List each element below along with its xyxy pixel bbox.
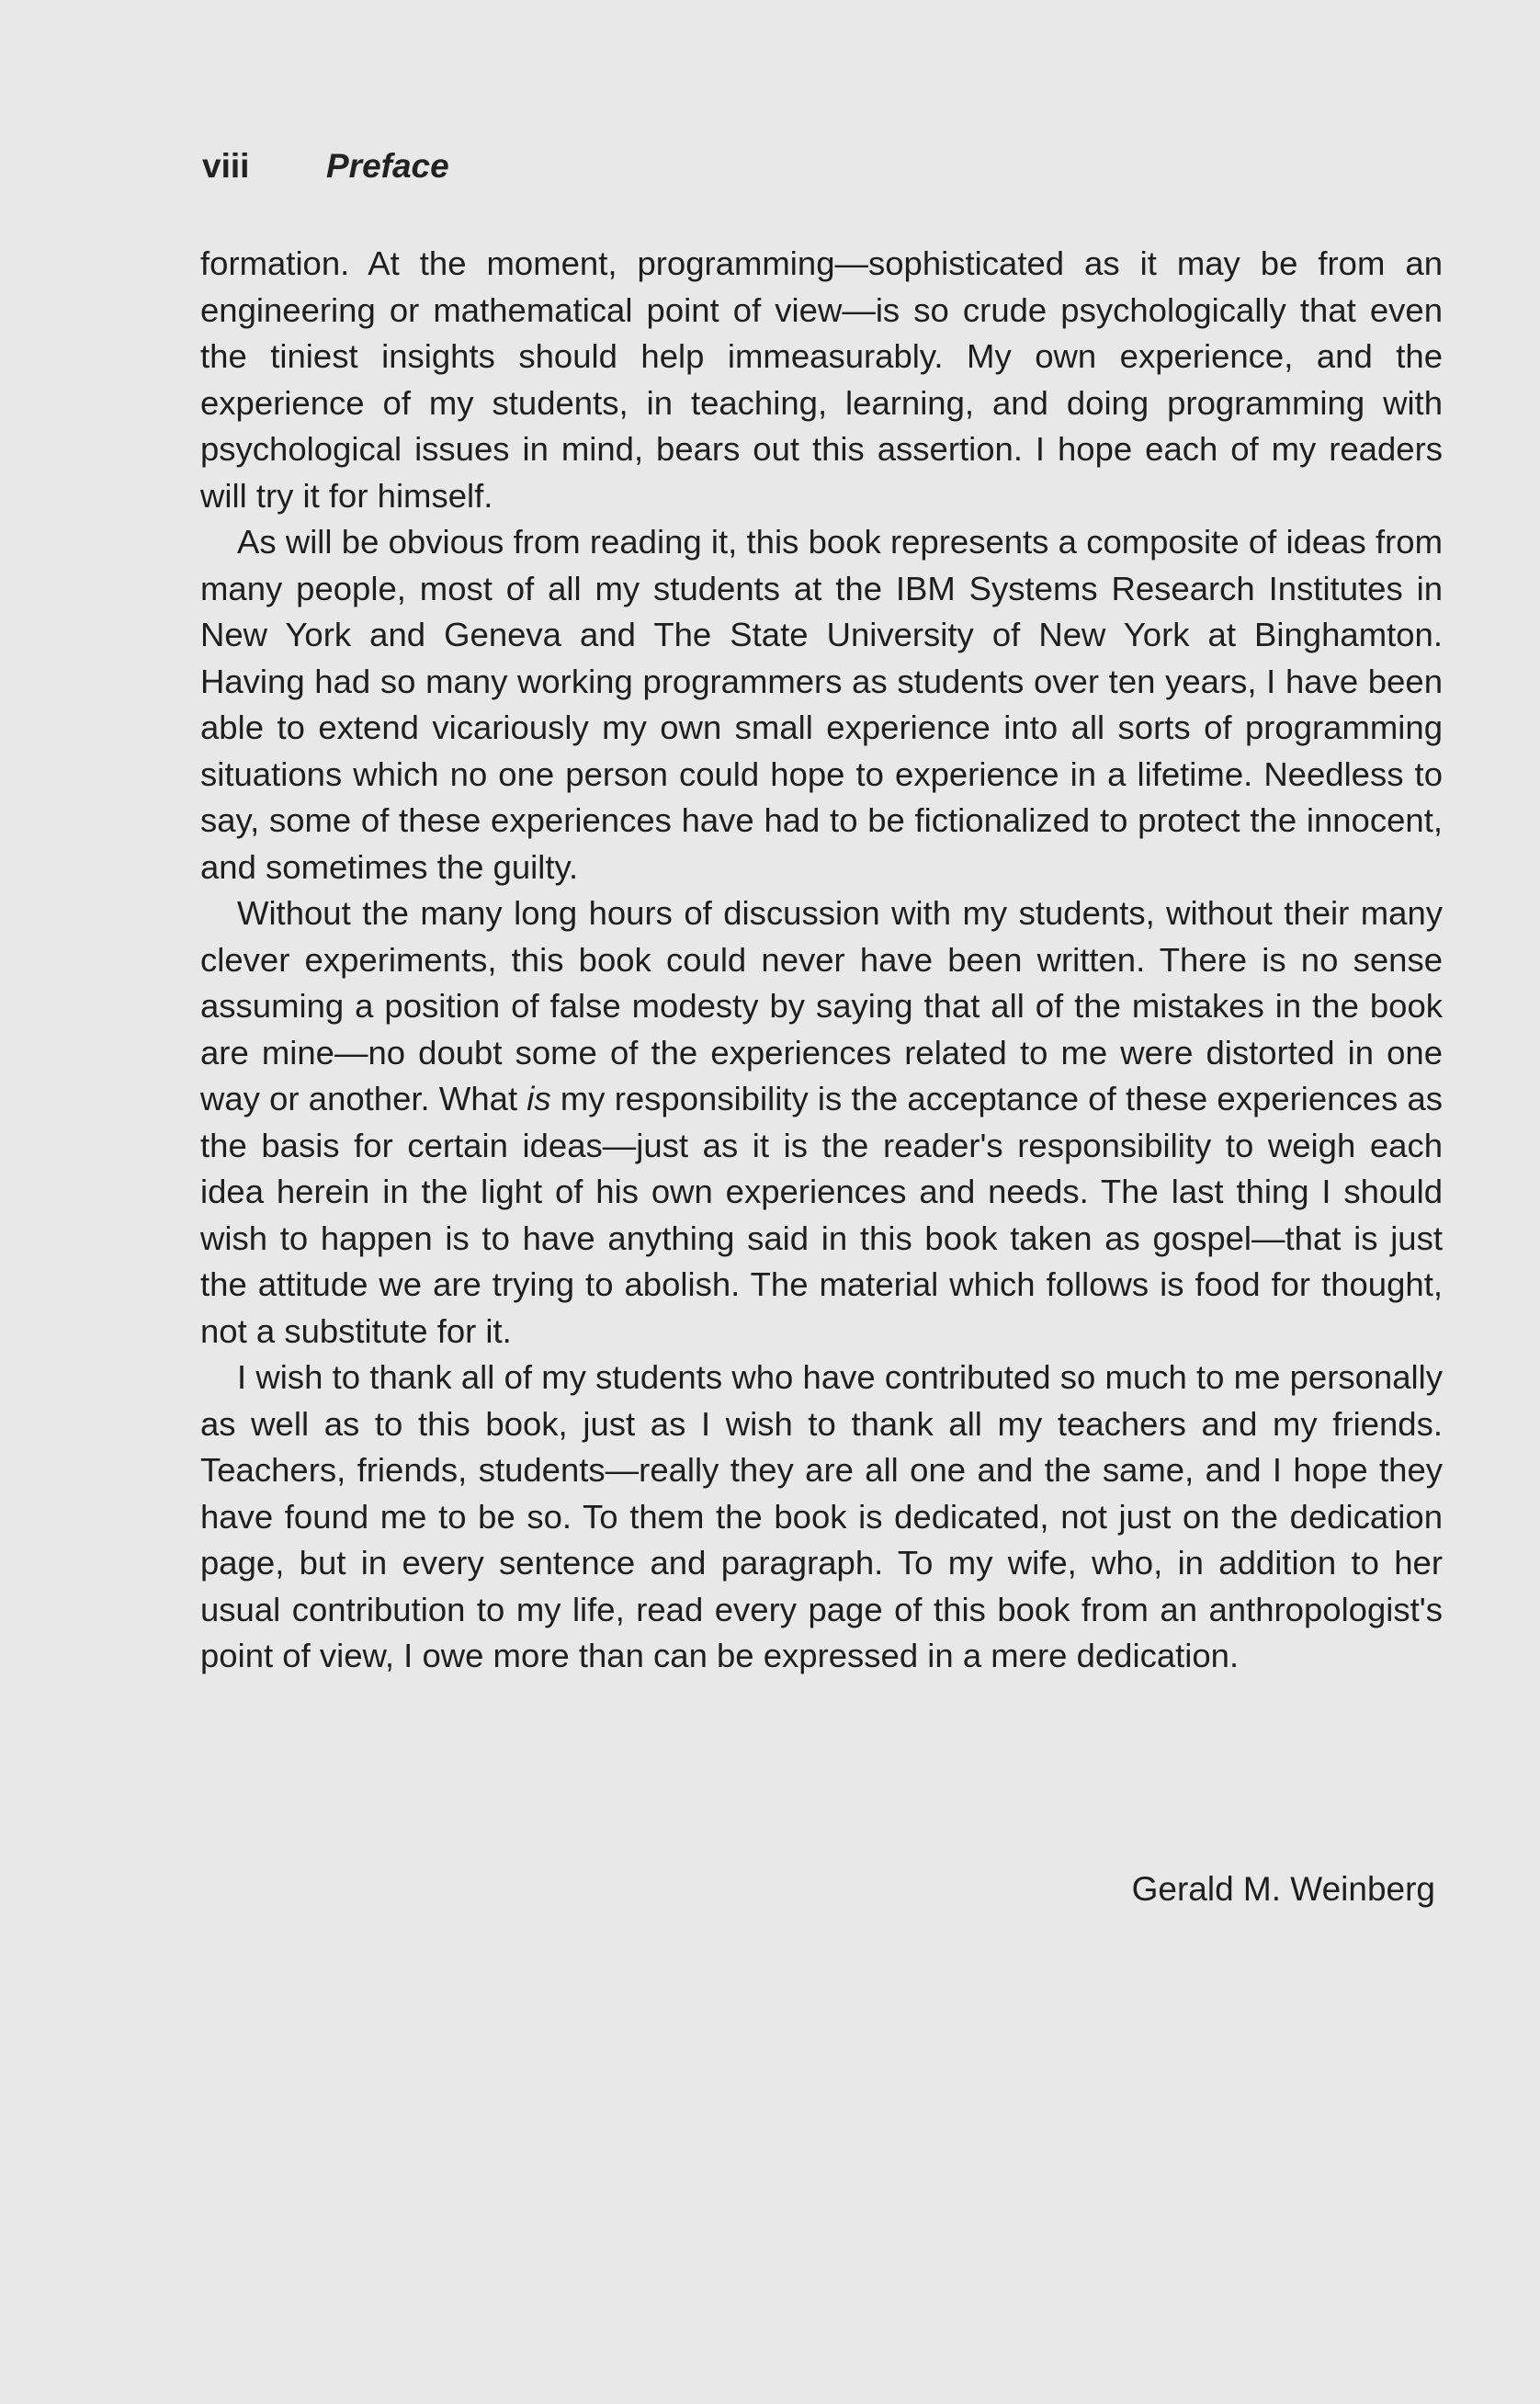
emphasis-is: is [527, 1080, 551, 1117]
running-head [202, 147, 449, 186]
paragraph-composite-ideas: As will be obvious from reading it, this book represents a composite of ideas from many people, most of all my students at the IBM Systems Research Institutes in New York and Geneva and The State University of New York at Binghamton. Having had so many working programmers as students over ten years, I have been able to extend vicariously my own small experience into all sorts of programming situations which no one person could hope to experience in a lifetime. Needless to say, some of these experiences have had to be fictionalized to protect the innocent, and sometimes the guilty. [200, 523, 1443, 886]
paragraph-discussion-part2: my responsibility is the acceptance of these experiences as the basis for certain ideas—just as it is the reader's responsibility to weigh each idea herein in the light of his own experiences and needs. The last thing I should wish to happen is to have anything said in this book taken as gospel—that is just the attitude we are trying to abolish. The material which follows is food for thought, not a substitute for it. [200, 1080, 1443, 1350]
paragraph-continuation: formation. At the moment, programming—sophisticated as it may be from an engineering or mathematical point of view—is so crude psychologically that even the tiniest insights should help immeasurably. My own experience, and the experience of my students, in teaching, learning, and doing programming with psychological issues in mind, bears out this assertion. I hope each of my readers will try it for himself. [200, 244, 1443, 515]
preface-body [200, 241, 1443, 1680]
paragraph-thanks: I wish to thank all of my students who have contributed so much to me personally as well as to this book, just as I wish to thank all my teachers and my friends. Teachers, friends, students—really they are all one and the same, and I hope they have found me to be so. To them the book is dedicated, not just on the dedication page, but in every sentence and paragraph. To my wife, who, in addition to her usual contribution to my life, read every page of this book from an anthropologist's point of view, I owe more than can be expressed in a mere dedication. [200, 1358, 1443, 1674]
paragraph-discussion [200, 890, 1443, 1355]
chapter-title: Preface [326, 147, 449, 185]
page-number: viii [202, 147, 250, 185]
author-signature: Gerald M. Weinberg [1131, 1870, 1435, 1908]
paragraph-discussion-part1: Without the many long hours of discussion with my students, without their many clever experiments, this book could never have been written. There is no sense assuming a position of false modesty by saying that all of the mistakes in the book are mine—no doubt some of the experiences related to me were distorted in one way or another. What [200, 894, 1443, 1117]
